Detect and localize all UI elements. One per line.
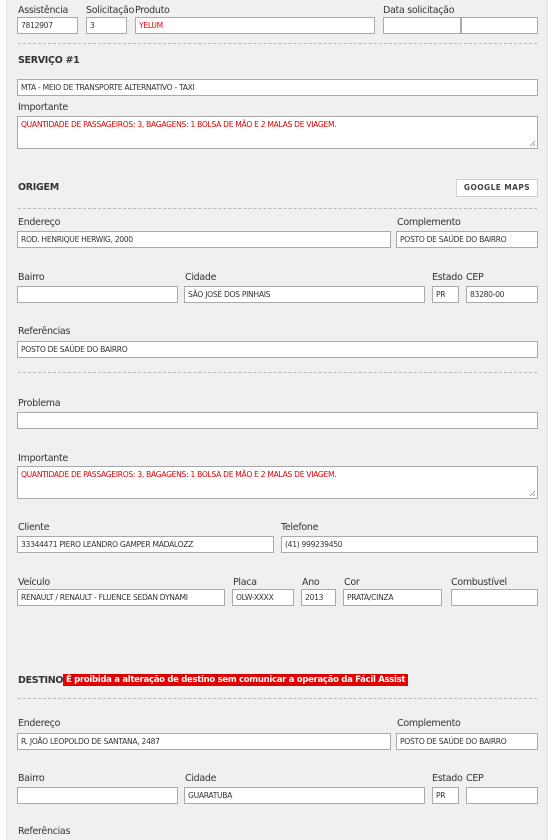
- telefone-input[interactable]: (41) 999239450: [281, 536, 538, 553]
- combustivel-label: Combustível: [451, 577, 507, 588]
- servico-importante-label: Importante: [18, 102, 68, 113]
- origem-endereco-input[interactable]: ROD. HENRIQUE HERWIG, 2000: [17, 231, 391, 248]
- produto-input[interactable]: YELUM: [135, 17, 375, 34]
- assistencia-label: Assistência: [18, 5, 68, 16]
- divider: [18, 698, 537, 699]
- detalhes-importante-textarea[interactable]: [17, 466, 538, 499]
- placa-input[interactable]: OLW-XXXX: [232, 589, 294, 606]
- google-maps-button[interactable]: GOOGLE MAPS: [456, 179, 538, 197]
- detalhes-importante-label: Importante: [18, 453, 68, 464]
- destino-endereco-input[interactable]: R. JOÃO LEOPOLDO DE SANTANA, 2487: [17, 733, 391, 750]
- problema-label: Problema: [18, 398, 61, 409]
- placa-label: Placa: [233, 577, 257, 588]
- destino-title: DESTINO: [18, 675, 64, 686]
- destino-endereco-label: Endereço: [18, 718, 61, 729]
- solicitacao-label: Solicitação: [86, 5, 135, 16]
- cliente-input[interactable]: 33344471 PIERO LEANDRO GAMPER MADALOZZ: [17, 536, 274, 553]
- destino-warning-badge: É proibida a alteração de destino sem comunicar a operação da Fácil Assist: [63, 674, 408, 686]
- origem-cidade-input[interactable]: SÃO JOSÉ DOS PINHAIS: [184, 286, 425, 303]
- origem-complemento-label: Complemento: [397, 217, 461, 228]
- combustivel-input[interactable]: [451, 589, 538, 606]
- servico-input[interactable]: MTA - MEIO DE TRANSPORTE ALTERNATIVO - TAXI: [17, 79, 538, 96]
- destino-cep-label: CEP: [466, 773, 484, 784]
- data-solicitacao-label: Data solicitação: [383, 5, 455, 16]
- resize-grip-icon[interactable]: [529, 140, 536, 147]
- problema-input[interactable]: [17, 412, 538, 429]
- origem-estado-input[interactable]: PR: [432, 286, 459, 303]
- origem-endereco-label: Endereço: [18, 217, 61, 228]
- destino-cidade-label: Cidade: [185, 773, 217, 784]
- origem-cep-label: CEP: [466, 272, 484, 283]
- veiculo-input[interactable]: RENAULT / RENAULT - FLUENCE SEDAN DYNAMI: [17, 589, 225, 606]
- hora-input[interactable]: [461, 17, 538, 34]
- produto-label: Produto: [135, 5, 170, 16]
- destino-estado-label: Estado: [432, 773, 463, 784]
- destino-complemento-input[interactable]: POSTO DE SAÚDE DO BAIRRO: [396, 733, 538, 750]
- assistencia-input[interactable]: 7812907: [17, 17, 78, 34]
- origem-bairro-input[interactable]: [17, 286, 178, 303]
- divider: [18, 208, 537, 209]
- divider: [18, 372, 537, 373]
- servico-importante-textarea[interactable]: [17, 116, 538, 149]
- servico-importante-text: QUANTIDADE DE PASSAGEIROS: 3, BAGAGENS: 1 BOLSA DE MÃO E 2 MALAS DE VIAGEM.: [21, 120, 337, 129]
- destino-estado-input[interactable]: PR: [432, 787, 459, 804]
- origem-referencias-label: Referências: [18, 326, 71, 337]
- data-input[interactable]: [383, 17, 461, 34]
- cor-label: Cor: [344, 577, 360, 588]
- origem-referencias-input[interactable]: POSTO DE SAÚDE DO BAIRRO: [17, 341, 538, 358]
- destino-complemento-label: Complemento: [397, 718, 461, 729]
- origem-complemento-input[interactable]: POSTO DE SAÚDE DO BAIRRO: [396, 231, 538, 248]
- veiculo-label: Veículo: [18, 577, 50, 588]
- origem-estado-label: Estado: [432, 272, 463, 283]
- detalhes-importante-text: QUANTIDADE DE PASSAGEIROS: 3, BAGAGENS: 1 BOLSA DE MÃO E 2 MALAS DE VIAGEM.: [21, 470, 337, 479]
- divider: [18, 43, 537, 44]
- origem-title: ORIGEM: [18, 182, 59, 193]
- ano-label: Ano: [302, 577, 320, 588]
- resize-grip-icon[interactable]: [529, 490, 536, 497]
- solicitacao-input[interactable]: 3: [86, 17, 127, 34]
- servico-title: SERVIÇO #1: [18, 55, 80, 66]
- ano-input[interactable]: 2013: [301, 589, 336, 606]
- destino-bairro-label: Bairro: [18, 773, 45, 784]
- destino-referencias-label: Referências: [18, 826, 71, 837]
- cor-input[interactable]: PRATA/CINZA: [343, 589, 442, 606]
- destino-cidade-input[interactable]: GUARATUBA: [184, 787, 425, 804]
- origem-cep-input[interactable]: 83280-00: [466, 286, 538, 303]
- destino-cep-input[interactable]: [466, 787, 538, 804]
- origem-cidade-label: Cidade: [185, 272, 217, 283]
- destino-bairro-input[interactable]: [17, 787, 178, 804]
- origem-bairro-label: Bairro: [18, 272, 45, 283]
- cliente-label: Cliente: [18, 522, 50, 533]
- telefone-label: Telefone: [281, 522, 319, 533]
